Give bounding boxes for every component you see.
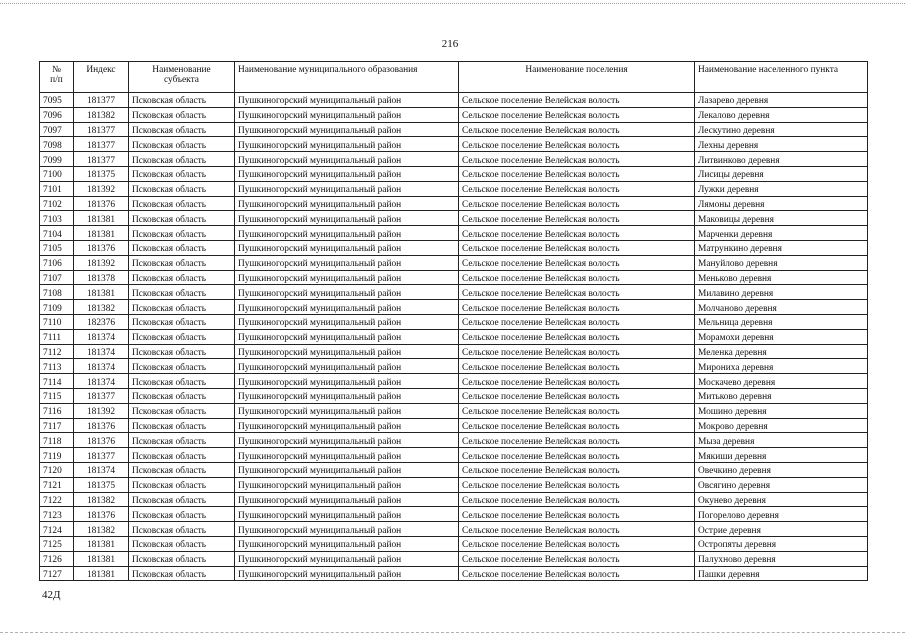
cell-locality: Матрункино деревня — [695, 240, 868, 255]
table-row — [40, 226, 868, 241]
cell-number: 7113 — [40, 359, 74, 374]
cell-index: 181381 — [74, 226, 129, 241]
cell-settlement: Сельское поселение Велейская волость — [459, 300, 695, 315]
header-subject-line1: Наименование — [152, 65, 211, 75]
cell-subject: Псковская область — [129, 122, 235, 137]
table-row — [40, 285, 868, 300]
cell-index: 181376 — [74, 418, 129, 433]
cell-locality: Лисицы деревня — [695, 166, 868, 181]
cell-settlement: Сельское поселение Велейская волость — [459, 211, 695, 226]
cell-municipality: Пушкиногорский муниципальный район — [235, 93, 459, 108]
cell-subject: Псковская область — [129, 418, 235, 433]
table-row — [40, 211, 868, 226]
cell-index: 181381 — [74, 551, 129, 566]
table-row — [40, 137, 868, 152]
cell-locality: Пашки деревня — [695, 566, 868, 581]
cell-settlement: Сельское поселение Велейская волость — [459, 566, 695, 581]
cell-subject: Псковская область — [129, 566, 235, 581]
cell-settlement: Сельское поселение Велейская волость — [459, 507, 695, 522]
cell-settlement: Сельское поселение Велейская волость — [459, 93, 695, 108]
cell-municipality: Пушкиногорский муниципальный район — [235, 270, 459, 285]
cell-number: 7112 — [40, 344, 74, 359]
cell-number: 7102 — [40, 196, 74, 211]
cell-subject: Псковская область — [129, 240, 235, 255]
cell-settlement: Сельское поселение Велейская волость — [459, 403, 695, 418]
cell-settlement: Сельское поселение Велейская волость — [459, 314, 695, 329]
localities-table — [39, 61, 868, 581]
cell-number: 7107 — [40, 270, 74, 285]
header-number — [40, 62, 74, 93]
cell-subject: Псковская область — [129, 359, 235, 374]
cell-number: 7124 — [40, 522, 74, 537]
cell-number: 7098 — [40, 137, 74, 152]
cell-settlement: Сельское поселение Велейская волость — [459, 107, 695, 122]
cell-locality: Мякиши деревня — [695, 448, 868, 463]
cell-municipality: Пушкиногорский муниципальный район — [235, 462, 459, 477]
cell-subject: Псковская область — [129, 314, 235, 329]
cell-number: 7104 — [40, 226, 74, 241]
cell-index: 181382 — [74, 300, 129, 315]
cell-locality: Остропяты деревня — [695, 536, 868, 551]
cell-number: 7108 — [40, 285, 74, 300]
cell-settlement: Сельское поселение Велейская волость — [459, 152, 695, 167]
cell-subject: Псковская область — [129, 300, 235, 315]
header-index: Индекс — [74, 62, 129, 93]
cell-locality: Острие деревня — [695, 522, 868, 537]
cell-subject: Псковская область — [129, 448, 235, 463]
cell-number: 7106 — [40, 255, 74, 270]
cell-municipality: Пушкиногорский муниципальный район — [235, 433, 459, 448]
cell-municipality: Пушкиногорский муниципальный район — [235, 107, 459, 122]
table-row — [40, 344, 868, 359]
cell-number: 7095 — [40, 93, 74, 108]
table-row — [40, 329, 868, 344]
cell-index: 181376 — [74, 433, 129, 448]
cell-municipality: Пушкиногорский муниципальный район — [235, 329, 459, 344]
header-subject-line2: субъекта — [164, 75, 199, 86]
cell-locality: Лескутино деревня — [695, 122, 868, 137]
scan-top-border — [0, 3, 905, 4]
table-row — [40, 152, 868, 167]
table-row — [40, 388, 868, 403]
cell-locality: Овсягино деревня — [695, 477, 868, 492]
cell-subject: Псковская область — [129, 166, 235, 181]
cell-subject: Псковская область — [129, 433, 235, 448]
cell-settlement: Сельское поселение Велейская волость — [459, 240, 695, 255]
cell-index: 181382 — [74, 107, 129, 122]
cell-settlement: Сельское поселение Велейская волость — [459, 462, 695, 477]
cell-locality: Лехны деревня — [695, 137, 868, 152]
cell-settlement: Сельское поселение Велейская волость — [459, 492, 695, 507]
cell-subject: Псковская область — [129, 507, 235, 522]
cell-settlement: Сельское поселение Велейская волость — [459, 166, 695, 181]
cell-settlement: Сельское поселение Велейская волость — [459, 285, 695, 300]
cell-number: 7109 — [40, 300, 74, 315]
table-row — [40, 536, 868, 551]
cell-locality: Меленка деревня — [695, 344, 868, 359]
cell-settlement: Сельское поселение Велейская волость — [459, 448, 695, 463]
cell-number: 7118 — [40, 433, 74, 448]
cell-index: 181376 — [74, 196, 129, 211]
cell-settlement: Сельское поселение Велейская волость — [459, 551, 695, 566]
cell-locality: Мирониха деревня — [695, 359, 868, 374]
cell-index: 181392 — [74, 403, 129, 418]
cell-subject: Псковская область — [129, 374, 235, 389]
cell-municipality: Пушкиногорский муниципальный район — [235, 359, 459, 374]
cell-municipality: Пушкиногорский муниципальный район — [235, 522, 459, 537]
table-row — [40, 374, 868, 389]
cell-settlement: Сельское поселение Велейская волость — [459, 388, 695, 403]
cell-settlement: Сельское поселение Велейская волость — [459, 270, 695, 285]
cell-locality: Лямоны деревня — [695, 196, 868, 211]
header-locality: Наименование населенного пункта — [695, 62, 868, 93]
cell-number: 7126 — [40, 551, 74, 566]
cell-locality: Молчаново деревня — [695, 300, 868, 315]
table-row — [40, 551, 868, 566]
table-row — [40, 522, 868, 537]
cell-municipality: Пушкиногорский муниципальный район — [235, 536, 459, 551]
cell-municipality: Пушкиногорский муниципальный район — [235, 344, 459, 359]
cell-subject: Псковская область — [129, 536, 235, 551]
cell-number: 7114 — [40, 374, 74, 389]
footer-code: 42Д — [42, 589, 61, 601]
cell-locality: Погорелово деревня — [695, 507, 868, 522]
cell-subject: Псковская область — [129, 522, 235, 537]
table-row — [40, 566, 868, 581]
cell-municipality: Пушкиногорский муниципальный район — [235, 285, 459, 300]
cell-municipality: Пушкиногорский муниципальный район — [235, 137, 459, 152]
cell-subject: Псковская область — [129, 285, 235, 300]
cell-municipality: Пушкиногорский муниципальный район — [235, 314, 459, 329]
cell-subject: Псковская область — [129, 181, 235, 196]
cell-locality: Овечкино деревня — [695, 462, 868, 477]
cell-municipality: Пушкиногорский муниципальный район — [235, 240, 459, 255]
cell-subject: Псковская область — [129, 211, 235, 226]
cell-index: 181375 — [74, 166, 129, 181]
table-row — [40, 433, 868, 448]
cell-subject: Псковская область — [129, 196, 235, 211]
cell-index: 181378 — [74, 270, 129, 285]
cell-municipality: Пушкиногорский муниципальный район — [235, 181, 459, 196]
cell-settlement: Сельское поселение Велейская волость — [459, 359, 695, 374]
table-header-row — [40, 62, 868, 93]
cell-locality: Милавино деревня — [695, 285, 868, 300]
cell-index: 181377 — [74, 152, 129, 167]
cell-municipality: Пушкиногорский муниципальный район — [235, 448, 459, 463]
table-row — [40, 107, 868, 122]
cell-settlement: Сельское поселение Велейская волость — [459, 122, 695, 137]
cell-locality: Морамохи деревня — [695, 329, 868, 344]
table-row — [40, 181, 868, 196]
cell-index: 181374 — [74, 329, 129, 344]
cell-locality: Маковицы деревня — [695, 211, 868, 226]
cell-index: 181374 — [74, 374, 129, 389]
cell-index: 181392 — [74, 255, 129, 270]
table-row — [40, 448, 868, 463]
cell-locality: Марченки деревня — [695, 226, 868, 241]
cell-subject: Псковская область — [129, 388, 235, 403]
cell-subject: Псковская область — [129, 462, 235, 477]
cell-subject: Псковская область — [129, 226, 235, 241]
table-row — [40, 300, 868, 315]
cell-number: 7096 — [40, 107, 74, 122]
scan-bottom-border — [0, 632, 905, 633]
cell-locality: Митьково деревня — [695, 388, 868, 403]
table-row — [40, 240, 868, 255]
table-body — [40, 93, 868, 581]
cell-number: 7097 — [40, 122, 74, 137]
header-settlement: Наименование поселения — [459, 62, 695, 93]
table-row — [40, 166, 868, 181]
cell-subject: Псковская область — [129, 551, 235, 566]
cell-locality: Палухново деревня — [695, 551, 868, 566]
cell-settlement: Сельское поселение Велейская волость — [459, 418, 695, 433]
page-number: 216 — [441, 38, 459, 50]
cell-settlement: Сельское поселение Велейская волость — [459, 255, 695, 270]
cell-index: 182376 — [74, 314, 129, 329]
cell-locality: Литвинково деревня — [695, 152, 868, 167]
cell-municipality: Пушкиногорский муниципальный район — [235, 166, 459, 181]
table-row — [40, 255, 868, 270]
cell-settlement: Сельское поселение Велейская волость — [459, 226, 695, 241]
table-row — [40, 196, 868, 211]
cell-index: 181377 — [74, 137, 129, 152]
cell-number: 7101 — [40, 181, 74, 196]
cell-subject: Псковская область — [129, 152, 235, 167]
cell-locality: Мошино деревня — [695, 403, 868, 418]
cell-settlement: Сельское поселение Велейская волость — [459, 433, 695, 448]
cell-settlement: Сельское поселение Велейская волость — [459, 181, 695, 196]
cell-index: 181376 — [74, 240, 129, 255]
cell-municipality: Пушкиногорский муниципальный район — [235, 403, 459, 418]
cell-number: 7105 — [40, 240, 74, 255]
header-number-line2: п/п — [50, 75, 63, 86]
cell-subject: Псковская область — [129, 403, 235, 418]
cell-locality: Лазарево деревня — [695, 93, 868, 108]
cell-subject: Псковская область — [129, 255, 235, 270]
cell-number: 7100 — [40, 166, 74, 181]
cell-index: 181374 — [74, 462, 129, 477]
table-row — [40, 418, 868, 433]
cell-municipality: Пушкиногорский муниципальный район — [235, 196, 459, 211]
table-row — [40, 477, 868, 492]
cell-number: 7123 — [40, 507, 74, 522]
cell-number: 7127 — [40, 566, 74, 581]
cell-municipality: Пушкиногорский муниципальный район — [235, 152, 459, 167]
cell-locality: Мокрово деревня — [695, 418, 868, 433]
cell-number: 7122 — [40, 492, 74, 507]
cell-locality: Меньково деревня — [695, 270, 868, 285]
cell-municipality: Пушкиногорский муниципальный район — [235, 477, 459, 492]
cell-number: 7110 — [40, 314, 74, 329]
table-row — [40, 314, 868, 329]
cell-index: 181377 — [74, 93, 129, 108]
cell-municipality: Пушкиногорский муниципальный район — [235, 507, 459, 522]
cell-settlement: Сельское поселение Велейская волость — [459, 477, 695, 492]
table-row — [40, 93, 868, 108]
cell-settlement: Сельское поселение Велейская волость — [459, 137, 695, 152]
cell-index: 181374 — [74, 344, 129, 359]
cell-index: 181382 — [74, 522, 129, 537]
cell-locality: Москачево деревня — [695, 374, 868, 389]
cell-number: 7125 — [40, 536, 74, 551]
table-row — [40, 507, 868, 522]
table-row — [40, 359, 868, 374]
cell-index: 181377 — [74, 448, 129, 463]
cell-municipality: Пушкиногорский муниципальный район — [235, 418, 459, 433]
table-row — [40, 462, 868, 477]
cell-index: 181381 — [74, 211, 129, 226]
cell-number: 7120 — [40, 462, 74, 477]
table-row — [40, 270, 868, 285]
cell-number: 7119 — [40, 448, 74, 463]
cell-locality: Мельница деревня — [695, 314, 868, 329]
cell-index: 181381 — [74, 536, 129, 551]
cell-municipality: Пушкиногорский муниципальный район — [235, 255, 459, 270]
cell-subject: Псковская область — [129, 477, 235, 492]
cell-subject: Псковская область — [129, 344, 235, 359]
cell-subject: Псковская область — [129, 492, 235, 507]
cell-index: 181375 — [74, 477, 129, 492]
cell-settlement: Сельское поселение Велейская волость — [459, 374, 695, 389]
cell-locality: Окунево деревня — [695, 492, 868, 507]
table-row — [40, 122, 868, 137]
cell-locality: Лужки деревня — [695, 181, 868, 196]
cell-settlement: Сельское поселение Велейская волость — [459, 344, 695, 359]
cell-subject: Псковская область — [129, 93, 235, 108]
cell-subject: Псковская область — [129, 329, 235, 344]
cell-locality: Мануйлово деревня — [695, 255, 868, 270]
cell-subject: Псковская область — [129, 270, 235, 285]
cell-municipality: Пушкиногорский муниципальный район — [235, 211, 459, 226]
cell-index: 181377 — [74, 122, 129, 137]
cell-number: 7115 — [40, 388, 74, 403]
cell-index: 181381 — [74, 285, 129, 300]
cell-settlement: Сельское поселение Велейская волость — [459, 329, 695, 344]
cell-subject: Псковская область — [129, 137, 235, 152]
cell-settlement: Сельское поселение Велейская волость — [459, 536, 695, 551]
header-number-line1: № — [52, 65, 61, 75]
cell-index: 181374 — [74, 359, 129, 374]
cell-municipality: Пушкиногорский муниципальный район — [235, 388, 459, 403]
cell-number: 7121 — [40, 477, 74, 492]
cell-number: 7099 — [40, 152, 74, 167]
cell-municipality: Пушкиногорский муниципальный район — [235, 374, 459, 389]
cell-settlement: Сельское поселение Велейская волость — [459, 522, 695, 537]
cell-municipality: Пушкиногорский муниципальный район — [235, 226, 459, 241]
header-subject — [129, 62, 235, 93]
cell-index: 181381 — [74, 566, 129, 581]
header-municipality: Наименование муниципального образования — [235, 62, 459, 93]
cell-municipality: Пушкиногорский муниципальный район — [235, 566, 459, 581]
cell-index: 181377 — [74, 388, 129, 403]
cell-municipality: Пушкиногорский муниципальный район — [235, 300, 459, 315]
cell-number: 7111 — [40, 329, 74, 344]
cell-locality: Мыза деревня — [695, 433, 868, 448]
cell-locality: Лекалово деревня — [695, 107, 868, 122]
table-row — [40, 403, 868, 418]
cell-number: 7116 — [40, 403, 74, 418]
cell-index: 181382 — [74, 492, 129, 507]
table-row — [40, 492, 868, 507]
cell-settlement: Сельское поселение Велейская волость — [459, 196, 695, 211]
cell-subject: Псковская область — [129, 107, 235, 122]
cell-municipality: Пушкиногорский муниципальный район — [235, 551, 459, 566]
cell-number: 7103 — [40, 211, 74, 226]
cell-number: 7117 — [40, 418, 74, 433]
cell-index: 181392 — [74, 181, 129, 196]
cell-municipality: Пушкиногорский муниципальный район — [235, 492, 459, 507]
cell-index: 181376 — [74, 507, 129, 522]
cell-municipality: Пушкиногорский муниципальный район — [235, 122, 459, 137]
